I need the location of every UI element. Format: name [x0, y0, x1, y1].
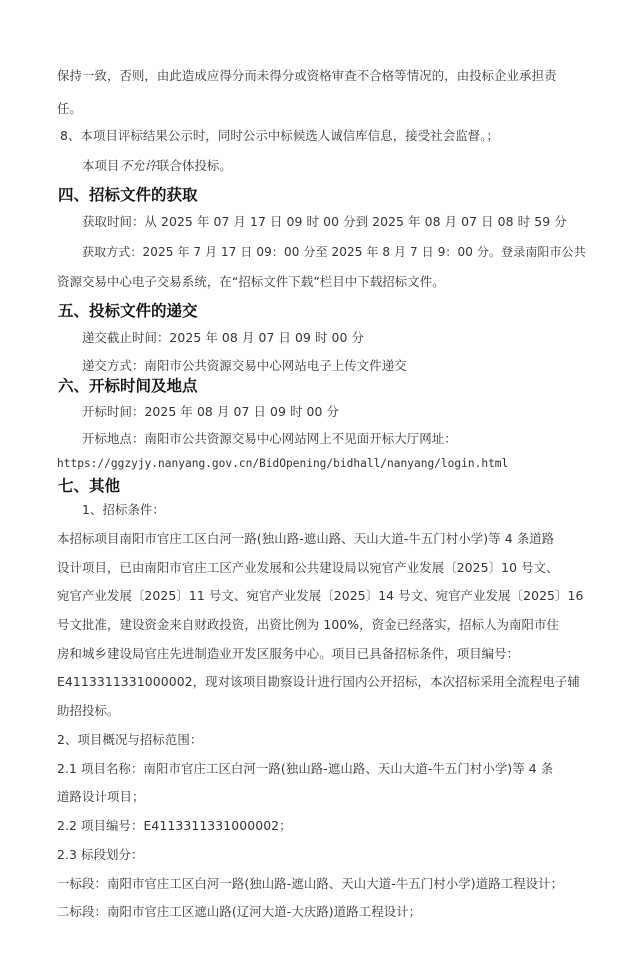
- paragraph-line: 任。: [57, 101, 82, 116]
- open-time: 开标时间：2025 年 08 月 07 日 09 时 00 分: [82, 404, 340, 419]
- lot-division-title: 2.3 标段划分：: [57, 847, 144, 862]
- section-heading-6: 六、开标时间及地点: [58, 377, 198, 395]
- submit-deadline: 递交截止时间：2025 年 08 月 07 日 09 时 00 分: [82, 330, 365, 345]
- lot-1: 一标段：南阳市官庄工区白河一路(独山路-遮山路、天山大道-牛五门村小学)道路工程设计；: [57, 876, 564, 891]
- open-url: https://ggzyjy.nanyang.gov.cn/BidOpening/bidhall/nanyang/login.html: [57, 457, 509, 470]
- project-name-line-1: 2.1 项目名称：南阳市官庄工区白河一路(独山路-遮山路、天山大道-牛五门村小学)等 4 条: [57, 761, 554, 776]
- get-method-line-1: 获取方式：2025 年 7 月 17 日 09：00 分至 2025 年 8 月 7 日 9：00 分。登录南阳市公共: [82, 245, 586, 259]
- condition-line: 号文批准，建设资金来自财政投资，出资比例为 100%，资金已经落实，招标人为南阳市住: [57, 617, 560, 632]
- condition-line: 房和城乡建设局官庄先进制造业开发区服务中心。项目已具备招标条件，项目编号：: [57, 646, 520, 661]
- paragraph-line: 保持一致，否则，由此造成应得分而未得分或资格审查不合格等情况的，由投标企业承担责: [57, 68, 557, 83]
- lot-2: 二标段：南阳市官庄工区遮山路(辽河大道-大庆路)道路工程设计；: [57, 904, 422, 919]
- condition-line: 设计项目，已由南阳市官庄工区产业发展和公共建设局以宛官产业发展〔2025〕10 号文、: [57, 560, 559, 575]
- consortium-suffix: 联合体投标。: [156, 158, 232, 173]
- consortium-prefix: 本项目: [82, 158, 120, 173]
- get-time: 获取时间：从 2025 年 07 月 17 日 09 时 00 分到 2025 年 08 月 07 日 08 时 59 分: [82, 214, 567, 229]
- condition-line: E4113311331000002，现对该项目勘察设计进行国内公开招标，本次招标采用全流程电子辅: [57, 674, 580, 689]
- section-heading-7: 七、其他: [58, 477, 121, 495]
- project-name-line-2: 道路设计项目；: [57, 789, 145, 804]
- submit-method: 递交方式：南阳市公共资源交易中心网站电子上传文件递交: [82, 358, 407, 373]
- consortium-emphasis: 不允许: [119, 158, 157, 173]
- get-method-line-2: 资源交易中心电子交易系统，在“招标文件下载”栏目中下载招标文件。: [57, 274, 445, 289]
- consortium-note: [82, 158, 232, 174]
- condition-line: 宛官产业发展〔2025〕11 号文、宛官产业发展〔2025〕14 号文、宛官产业发展〔2025〕16: [57, 588, 584, 603]
- section-heading-4: 四、招标文件的获取: [58, 186, 198, 204]
- condition-line: 本招标项目南阳市官庄工区白河一路(独山路-遮山路、天山大道-牛五门村小学)等 4 条道路: [57, 531, 555, 546]
- project-number: 2.2 项目编号：E4113311331000002；: [57, 818, 292, 833]
- scope-title: 2、项目概况与招标范围：: [57, 732, 203, 747]
- open-place: 开标地点：南阳市公共资源交易中心网站网上不见面开标大厅网址：: [82, 431, 457, 446]
- section-heading-5: 五、投标文件的递交: [58, 302, 198, 320]
- item-8: 8、本项目评标结果公示时，同时公示中标候选人诚信库信息，接受社会监督。；: [60, 128, 499, 143]
- condition-line: 助招投标。: [57, 703, 120, 718]
- condition-title: 1、招标条件：: [82, 502, 165, 517]
